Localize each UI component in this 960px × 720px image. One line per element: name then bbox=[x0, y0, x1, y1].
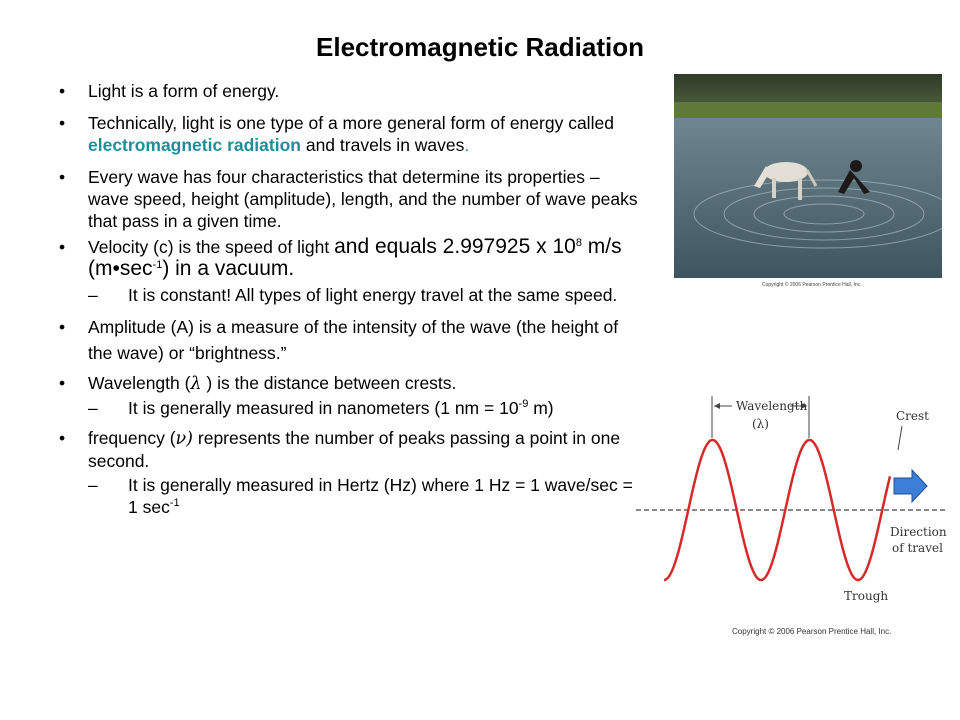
wave-diagram bbox=[632, 390, 947, 640]
bullet-marker: • bbox=[59, 317, 66, 337]
sub-bullet-constant bbox=[48, 284, 640, 306]
bullet-text: . bbox=[464, 135, 470, 155]
bullet-marker: • bbox=[59, 81, 66, 101]
highlight-term: electromagnetic radiation bbox=[88, 135, 301, 155]
nu-symbol: ν) bbox=[175, 429, 194, 449]
bullet-text: represents the number of peaks passing a point in one second. bbox=[88, 428, 621, 471]
bullet-text: Technically, light is one type of a more general form of energy called bbox=[88, 113, 614, 133]
sub-bullet-marker: – bbox=[88, 285, 98, 305]
sub-bullet-text: m) bbox=[528, 398, 554, 418]
bullet-text: Velocity (c) is the speed of light bbox=[88, 237, 335, 257]
bullet-frequency bbox=[48, 427, 640, 472]
diagram-copyright: Copyright © 2006 Pearson Prentice Hall, Inc. bbox=[732, 627, 892, 636]
wave-diagram-svg bbox=[632, 390, 947, 640]
superscript: -1 bbox=[152, 259, 163, 272]
photo-copyright: Copyright © 2006 Pearson Prentice Hall, Inc. bbox=[762, 282, 862, 288]
bullet-velocity bbox=[48, 236, 640, 280]
trough-label: Trough bbox=[844, 589, 889, 603]
bullet-text: wave (the height of the wave) or “brightness.” bbox=[88, 317, 619, 363]
bullet-wave-characteristics bbox=[48, 166, 640, 232]
sub-bullet-hertz bbox=[48, 474, 640, 518]
lambda-symbol: λ bbox=[190, 374, 202, 394]
bullet-text: Wavelength ( bbox=[88, 373, 191, 393]
bullet-em-radiation bbox=[48, 112, 640, 156]
bullet-list bbox=[48, 80, 640, 526]
bullet-text: and equals 2.997925 x 10 bbox=[334, 235, 576, 258]
bullet-text: m/s (m•sec bbox=[88, 235, 622, 280]
bullet-marker: • bbox=[59, 237, 66, 257]
direction-label-line1: Direction bbox=[890, 525, 947, 539]
bullet-marker: • bbox=[59, 373, 66, 393]
bullet-text: Light is a form of energy. bbox=[88, 81, 280, 101]
superscript: -1 bbox=[169, 497, 180, 510]
bullet-text: frequency ( bbox=[88, 428, 176, 448]
sub-bullet-marker: – bbox=[88, 398, 98, 418]
bullet-wavelength bbox=[48, 372, 640, 395]
sub-bullet-text: It is constant! All types of light energy travel at the same speed. bbox=[128, 285, 618, 305]
lambda-label: (λ) bbox=[752, 417, 769, 431]
direction-arrow-icon bbox=[894, 470, 927, 502]
pond-photo-illustration bbox=[674, 74, 942, 288]
bullet-marker: • bbox=[59, 167, 66, 187]
sub-bullet-nanometers bbox=[48, 397, 640, 419]
bullet-marker: • bbox=[59, 428, 66, 448]
bullet-text: Amplitude (A) is a measure of the intensity of the bbox=[88, 317, 466, 337]
direction-label-line2: of travel bbox=[892, 541, 943, 555]
crest-label: Crest bbox=[896, 409, 929, 423]
bullet-amplitude bbox=[48, 314, 640, 366]
bullet-text: ) is the distance between crests. bbox=[201, 373, 457, 393]
wavelength-label: Wavelength bbox=[736, 399, 808, 413]
sub-bullet-text: It is generally measured in Hertz (Hz) where 1 Hz = 1 wave/sec = 1 sec bbox=[128, 475, 633, 517]
pond-photo bbox=[674, 74, 942, 288]
bullet-text: and travels in waves bbox=[300, 135, 465, 155]
slide-title: Electromagnetic Radiation bbox=[316, 32, 644, 62]
bullet-text: Every wave has four characteristics that determine its properties – wave speed, height (amplitude), length, and the number of wave peaks that pass in a given time. bbox=[88, 167, 638, 231]
sub-bullet-marker: – bbox=[88, 475, 98, 495]
superscript: -9 bbox=[518, 398, 529, 411]
bullet-text: ) in a vacuum. bbox=[162, 257, 295, 280]
superscript: 8 bbox=[575, 237, 582, 250]
bullet-light-energy bbox=[48, 80, 640, 102]
sub-bullet-text: It is generally measured in nanometers (1 nm = 10 bbox=[128, 398, 519, 418]
bullet-marker: • bbox=[59, 113, 66, 133]
crest-pointer bbox=[898, 426, 902, 450]
